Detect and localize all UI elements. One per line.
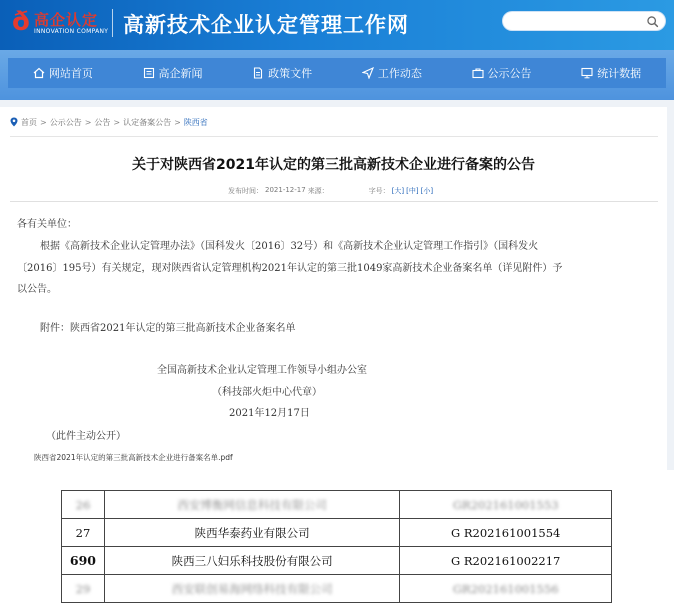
logo-mark-icon: ð [12,7,30,37]
row-number: 26 [62,491,105,519]
font-size-label: 字号： [368,187,390,195]
search-input[interactable] [511,14,641,28]
nav-item-home[interactable] [8,58,118,88]
breadcrumb-separator: > [40,117,47,127]
attachment-note: 附件：陕西省2021年认定的第三批高新技术企业备案名单 [40,323,296,334]
breadcrumb [10,116,208,128]
article-title: 关于对陕西省2021年认定的第三批高新技术企业进行备案的公告 [132,157,535,173]
news-icon [143,67,155,79]
header-divider [112,9,113,37]
body-paragraph-line: 根据《高新技术企业认定管理办法》（国科发火〔2016〕32号）和《高新技术企业认定管理工作指引》（国科发火 [40,241,539,252]
logo-subtitle: INNOVATION COMPANY [34,28,109,35]
signature-date: 2021年12月17日 [229,408,310,419]
breadcrumb-home[interactable]: 首页 [21,117,37,127]
nav-item-label: 统计数据 [597,67,642,80]
table-row [62,491,612,519]
row-number: 690 [62,547,105,575]
breadcrumb-separator: > [84,117,92,127]
font-size-small[interactable]: [小] [420,187,434,195]
company-name: 西安联创易海网络科技有限公司 [104,575,399,603]
breadcrumb-announcement[interactable]: 公告 [94,117,111,127]
signature-org: 全国高新技术企业认定管理工作领导小组办公室 [157,365,367,376]
home-icon [33,67,45,79]
public-note: （此件主动公开） [46,431,126,442]
monitor-icon [581,67,593,79]
font-size-large[interactable]: [大] [391,187,405,195]
search-icon[interactable] [646,15,659,28]
breadcrumb-current[interactable]: 陕西省 [183,117,208,127]
row-number: 29 [62,575,105,603]
certificate-code: GR202161001556 [400,575,612,603]
company-name: 陕西华泰药业有限公司 [104,519,399,547]
breadcrumb-notices[interactable]: 公示公告 [49,117,82,127]
breadcrumb-filing[interactable]: 认定备案公告 [123,117,172,127]
article-meta [228,186,435,196]
search-box[interactable] [502,11,666,31]
row-number: 27 [62,519,105,547]
salutation: 各有关单位： [17,219,77,230]
site-header [0,0,674,50]
briefcase-icon [472,67,484,79]
certificate-code: G R202161001554 [400,519,612,547]
main-nav [8,58,666,88]
nav-item-stats[interactable] [556,58,666,88]
nav-item-policy[interactable] [227,58,337,88]
logo-text: 高企认定 [34,11,99,29]
meta-divider [10,201,658,202]
breadcrumb-divider [10,136,658,137]
send-icon [362,67,374,79]
publish-date: 2021-12-17 [265,186,306,194]
source-label: 来源： [307,187,329,195]
nav-item-label: 政策文件 [268,67,313,80]
nav-item-label: 公示公告 [487,67,532,80]
breadcrumb-separator: > [174,117,181,127]
document-icon [252,67,264,79]
company-name: 陕西三八妇乐科技股份有限公司 [104,547,399,575]
nav-item-label: 高企新闻 [158,67,203,80]
location-pin-icon [10,117,18,127]
table-row [62,547,612,575]
body-paragraph-line: 以公告。 [17,284,57,295]
table-row [62,519,612,547]
company-table [61,490,612,610]
table-row [62,575,612,603]
site-logo[interactable] [12,6,112,40]
certificate-code: G R202161002217 [400,547,612,575]
nav-item-label: 网站首页 [48,67,93,80]
nav-item-work[interactable] [337,58,447,88]
nav-item-notice[interactable] [447,58,557,88]
publish-label: 发布时间： [228,187,263,195]
breadcrumb-separator: > [113,117,121,127]
company-name: 西安博衡网信息科技有限公司 [104,491,399,519]
nav-item-label: 工作动态 [377,67,422,80]
nav-item-news[interactable] [118,58,228,88]
body-paragraph-line: 〔2016〕195号）有关规定，现对陕西省认定管理机构2021年认定的第三批1049家高新技术企业备案名单（详见附件）予 [17,263,563,274]
signature-proxy: （科技部火炬中心代章） [212,387,322,398]
attachment-pdf-link[interactable]: 陕西省2021年认定的第三批高新技术企业进行备案名单.pdf [34,453,233,462]
certificate-code: GR202161001553 [400,491,612,519]
font-size-medium[interactable]: [中] [406,187,419,195]
site-title: 高新技术企业认定管理工作网 [123,13,409,37]
